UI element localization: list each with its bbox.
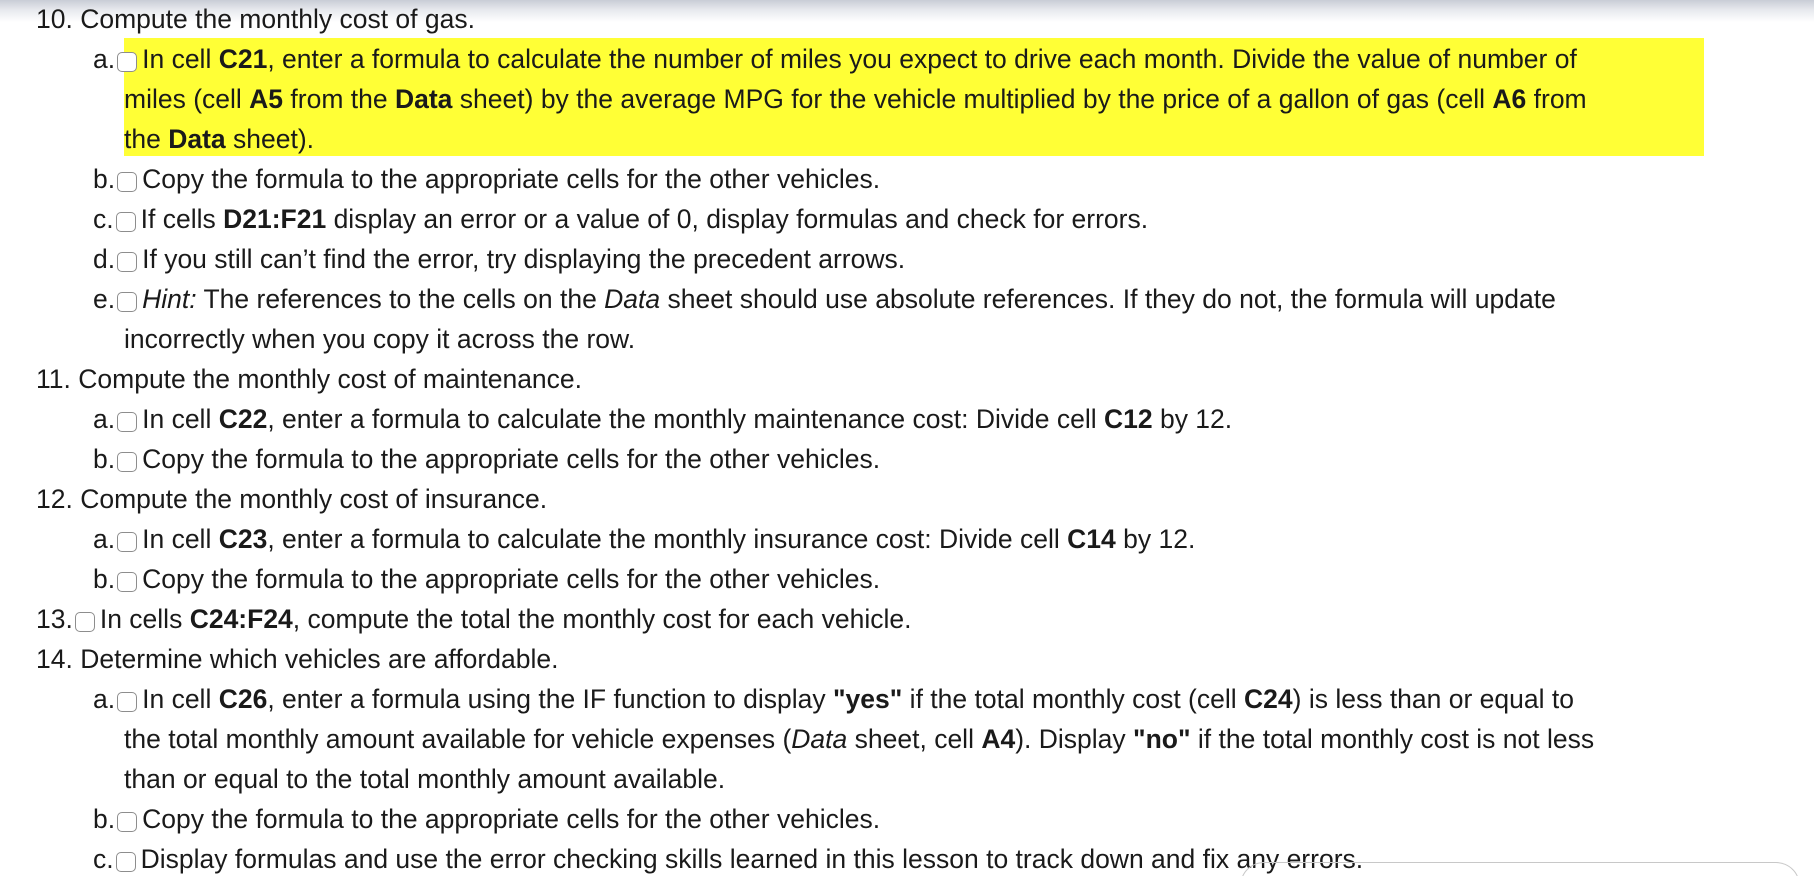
step-10d: d. If you still can’t find the error, try displaying the precedent arrows.: [93, 244, 906, 274]
checkbox[interactable]: [116, 212, 136, 232]
checkbox[interactable]: [117, 692, 137, 712]
step-12-heading: 12. Compute the monthly cost of insurance.: [36, 484, 548, 514]
step-10a-line3: the Data sheet).: [124, 124, 315, 154]
step-10b: b. Copy the formula to the appropriate cells for the other vehicles.: [93, 164, 881, 194]
step-14a-line3: than or equal to the total monthly amount available.: [124, 764, 726, 794]
step-10a-line2: miles (cell A5 from the Data sheet) by the average MPG for the vehicle multiplied by the price of a gallon of gas (cell A6 from: [124, 84, 1587, 114]
step-11a: a. In cell C22, enter a formula to calculate the monthly maintenance cost: Divide cell C12 by 12.: [93, 404, 1233, 434]
checkbox[interactable]: [117, 572, 137, 592]
step-10c: c. If cells D21:F21 display an error or a value of 0, display formulas and check for errors.: [93, 204, 1149, 234]
step-10e: e. Hint: The references to the cells on the Data sheet should use absolute references. If they do not, the formula will update: [93, 284, 1556, 314]
checkbox[interactable]: [117, 172, 137, 192]
substep-label: a.: [93, 44, 116, 74]
step-14c: c. Display formulas and use the error checking skills learned in this lesson to track down and fix any errors.: [93, 844, 1364, 874]
step-11-heading: 11. Compute the monthly cost of maintenance.: [36, 364, 583, 394]
checkbox[interactable]: [117, 252, 137, 272]
step-14b: b. Copy the formula to the appropriate cells for the other vehicles.: [93, 804, 881, 834]
step-14a: a. In cell C26, enter a formula using the IF function to display "yes" if the total monthly cost (cell C24) is less than or equal to: [93, 684, 1574, 714]
step-14a-line2: the total monthly amount available for vehicle expenses (Data sheet, cell A4). Display "no" if the total monthly cost is not less: [124, 724, 1595, 754]
checkbox[interactable]: [117, 412, 137, 432]
checkbox[interactable]: [116, 852, 136, 872]
checkbox[interactable]: [117, 532, 137, 552]
checkbox[interactable]: [117, 452, 137, 472]
checkbox[interactable]: [117, 812, 137, 832]
step-12a: a. In cell C23, enter a formula to calculate the monthly insurance cost: Divide cell C14 by 12.: [93, 524, 1196, 554]
step-number: 10.: [36, 4, 73, 34]
step-10e-line2: incorrectly when you copy it across the row.: [124, 324, 636, 354]
step-text: Compute the monthly cost of gas.: [80, 4, 475, 34]
step-13: 13. In cells C24:F24, compute the total the monthly cost for each vehicle.: [36, 604, 912, 634]
step-14-heading: 14. Determine which vehicles are affordable.: [36, 644, 559, 674]
popup-edge: [1240, 862, 1800, 876]
step-10a: a. In cell C21, enter a formula to calculate the number of miles you expect to drive each month. Divide the value of number of: [93, 44, 1577, 74]
checkbox[interactable]: [117, 52, 137, 72]
step-10-heading: [36, 0, 475, 39]
step-11b: b. Copy the formula to the appropriate cells for the other vehicles.: [93, 444, 881, 474]
checkbox[interactable]: [117, 292, 137, 312]
checkbox[interactable]: [75, 612, 95, 632]
step-12b: b. Copy the formula to the appropriate cells for the other vehicles.: [93, 564, 881, 594]
